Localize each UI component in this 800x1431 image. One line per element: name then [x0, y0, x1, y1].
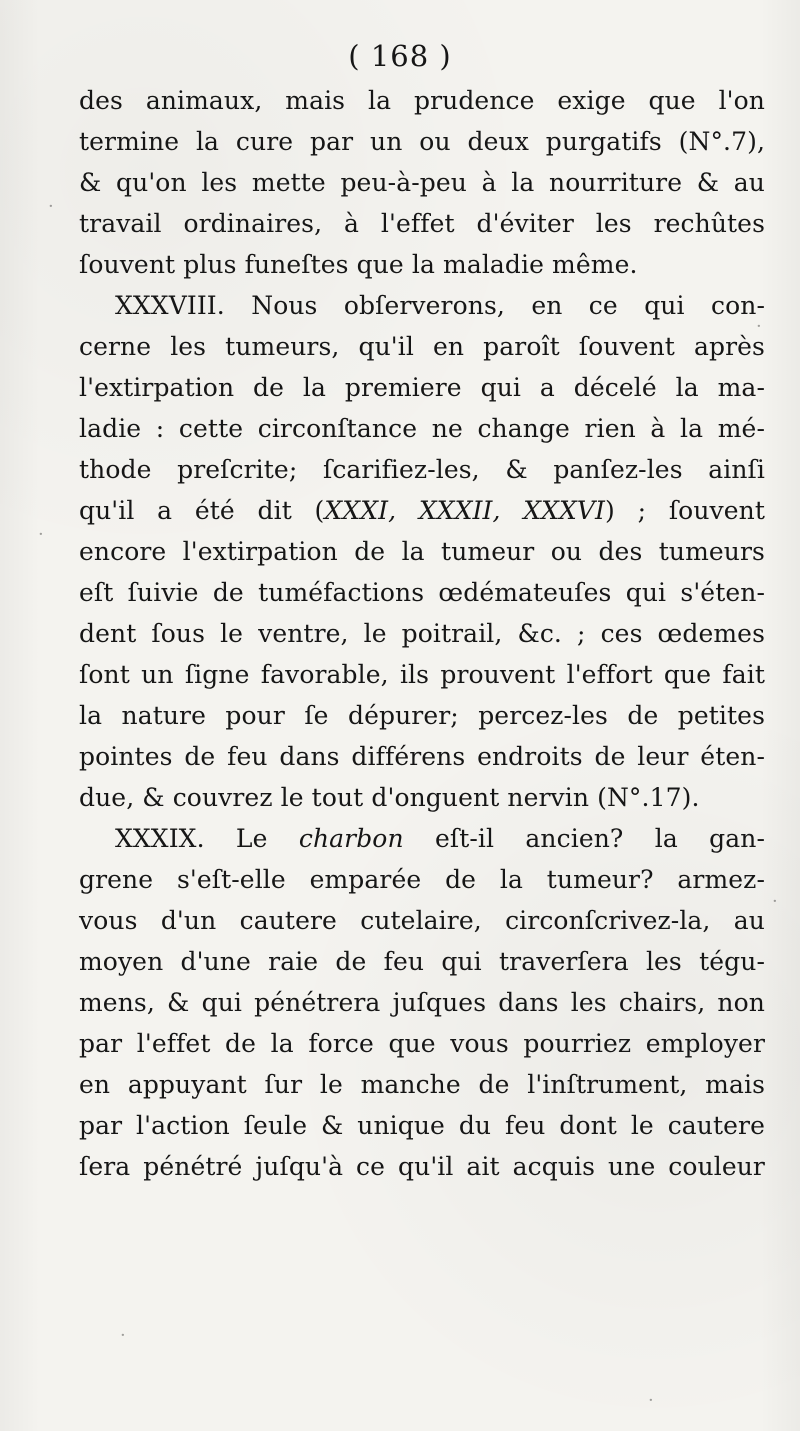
- body-text: [79, 80, 765, 1187]
- text-line: pointes de feu dans différens endroits de leur éten-: [79, 742, 765, 771]
- section-xxxviii-heading-line: XXXVIII. Nous obſerverons, en ce qui con-: [115, 291, 765, 320]
- text-line: la nature pour ſe dépurer; percez-les de petites: [79, 701, 765, 730]
- text-line: ſouvent plus funeſtes que la maladie même.: [79, 250, 638, 279]
- text-line: cerne les tumeurs, qu'il en paroît ſouvent après: [79, 332, 765, 361]
- text-line: due, & couvrez le tout d'onguent nervin (N°.17).: [79, 783, 700, 812]
- paper-speck: ·: [120, 1325, 126, 1346]
- text-line: & qu'on les mette peu-à-peu à la nourriture & au: [79, 168, 765, 197]
- text-line: mens, & qui pénétrera juſques dans les chairs, non: [79, 988, 765, 1017]
- text-line: grene s'eſt-elle emparée de la tumeur? armez-: [79, 865, 765, 894]
- paper-speck: ·: [756, 316, 762, 337]
- text-line: des animaux, mais la prudence exige que l'on: [79, 86, 765, 115]
- section-xxxix-heading-line: [79, 818, 765, 859]
- text-line: eſt ſuivie de tuméfactions œdémateuſes qui s'éten-: [79, 578, 765, 607]
- text-line: travail ordinaires, à l'effet d'éviter les rechûtes: [79, 209, 765, 238]
- text-line: thode preſcrite; ſcarifiez-les, & panſez-les ainſi: [79, 455, 765, 484]
- paper-speck: ·: [38, 524, 44, 545]
- text-segment: XXXIX. Le: [115, 824, 299, 853]
- text-line: ladie : cette circonſtance ne change rien à la mé-: [79, 414, 765, 443]
- page-number: ( 168 ): [348, 39, 452, 73]
- italic-term: charbon: [298, 824, 404, 853]
- paper-speck: ·: [648, 1390, 654, 1411]
- text-line: dent ſous le ventre, le poitrail, &c. ; ces œdemes: [79, 619, 765, 648]
- text-line-with-italic: [79, 490, 765, 531]
- text-line: ſera pénétré juſqu'à ce qu'il ait acquis une couleur: [79, 1152, 765, 1181]
- text-line: encore l'extirpation de la tumeur ou des tumeurs: [79, 537, 765, 566]
- text-line: en appuyant ſur le manche de l'inſtrument, mais: [79, 1070, 765, 1099]
- text-line: moyen d'une raie de feu qui traverſera les tégu-: [79, 947, 765, 976]
- italic-reference: XXXI, XXXII, XXXVI: [324, 496, 606, 525]
- text-line: l'extirpation de la premiere qui a décelé la ma-: [79, 373, 765, 402]
- text-segment: ) ; ſouvent: [605, 496, 765, 525]
- paper-speck: ·: [772, 891, 778, 912]
- text-line: par l'effet de la force que vous pourriez employer: [79, 1029, 765, 1058]
- text-line: ſont un ſigne favorable, ils prouvent l'effort que fait: [79, 660, 765, 689]
- paper-speck: ·: [48, 196, 54, 217]
- text-line: vous d'un cautere cutelaire, circonſcrivez-la, au: [79, 906, 765, 935]
- text-segment: eſt-il ancien? la gan-: [403, 824, 766, 853]
- text-segment: qu'il a été dit (: [79, 496, 325, 525]
- text-line: par l'action ſeule & unique du feu dont le cautere: [79, 1111, 765, 1140]
- text-line: termine la cure par un ou deux purgatifs (N°.7),: [79, 127, 765, 156]
